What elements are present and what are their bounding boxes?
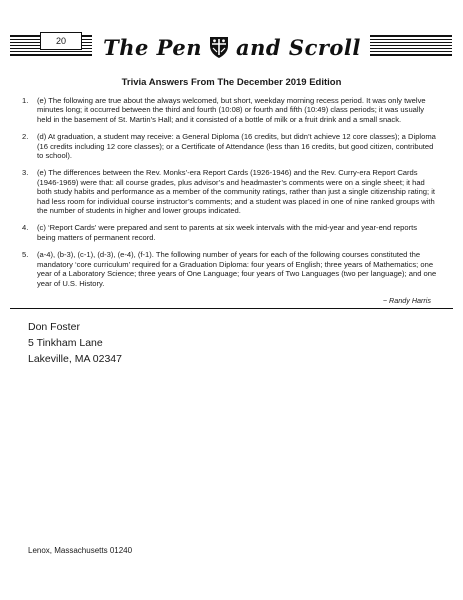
answer-number: 5. [22, 250, 29, 260]
answer-text: (a-4), (b-3), (c-1), (d-3), (e-4), (f-1). The following number of years for each of the following courses constituted the mandatory ‘core curriculum’ required for a Graduation Diploma: four years of English; three years of Mathematics; one year of a Laboratory Science; three years of One Language; four years of Two Languages (two per language); and one year of U.S. History. [37, 250, 437, 288]
answer-text: (e) The differences between the Rev. Monks’-era Report Cards (1926-1946) and the Rev. Curry-era Report Cards (1946-1969) were that: all course grades, plus advisor’s and headmaster’s comments were on a single sheet; it had both study habits and performance as a member of the community ratings, rather than just a single citizenship rating; it had less room for individual course instructor’s comments; and a student was placed in one of nine ranked groups with the number of students in higher and lower groups indicated. [37, 168, 436, 216]
footer-location: Lenox, Massachusetts 01240 [28, 546, 133, 555]
answer-number: 3. [22, 168, 29, 178]
title-left: The Pen [103, 34, 203, 60]
recipient-street: 5 Tinkham Lane [28, 337, 103, 349]
answer-item [22, 132, 437, 160]
recipient-city-state-zip: Lakeville, MA 02347 [28, 353, 122, 365]
section-title: Trivia Answers From The December 2019 Edition [121, 77, 342, 88]
newsletter-title [96, 30, 368, 64]
answers-list [22, 96, 437, 305]
masthead [0, 30, 463, 64]
shield-crest-icon [208, 35, 230, 59]
author-attribution: ~ Randy Harris [382, 295, 431, 305]
answer-text: (d) At graduation, a student may receive: a General Diploma (16 credits, but didn’t achieve 12 core classes); a Diploma (16 credits including 12 core classes); or a Certificate of Attendance (less than 16 credits, but good citizen, contributed to school). [37, 132, 436, 161]
page-number: 20 [40, 32, 82, 50]
answer-item [22, 168, 437, 215]
answer-item [22, 96, 437, 124]
title-right: and Scroll [236, 34, 361, 60]
answer-text: (e) The following are true about the always welcomed, but short, weekday morning recess period. It was only twelve minutes long; it occurred between the third and fourth (10:08) or fourth and fifth (10:49) class periods; it was usually held in the basement of St. Martin’s Hall; and it consisted of a bottle of milk or a fruit drink and a small snack. [37, 96, 426, 124]
answer-number: 2. [22, 132, 29, 142]
answer-number: 1. [22, 96, 29, 105]
answer-item [22, 223, 437, 242]
mailing-address [28, 319, 122, 367]
answer-item [22, 250, 437, 288]
answer-text: (c) ‘Report Cards’ were prepared and sent to parents at six week intervals with the mid-year and year-end reports being matters of permanent record. [37, 223, 418, 242]
section-divider [10, 308, 453, 309]
masthead-rules-right [370, 35, 452, 57]
recipient-name: Don Foster [28, 321, 80, 333]
answer-number: 4. [22, 223, 29, 233]
